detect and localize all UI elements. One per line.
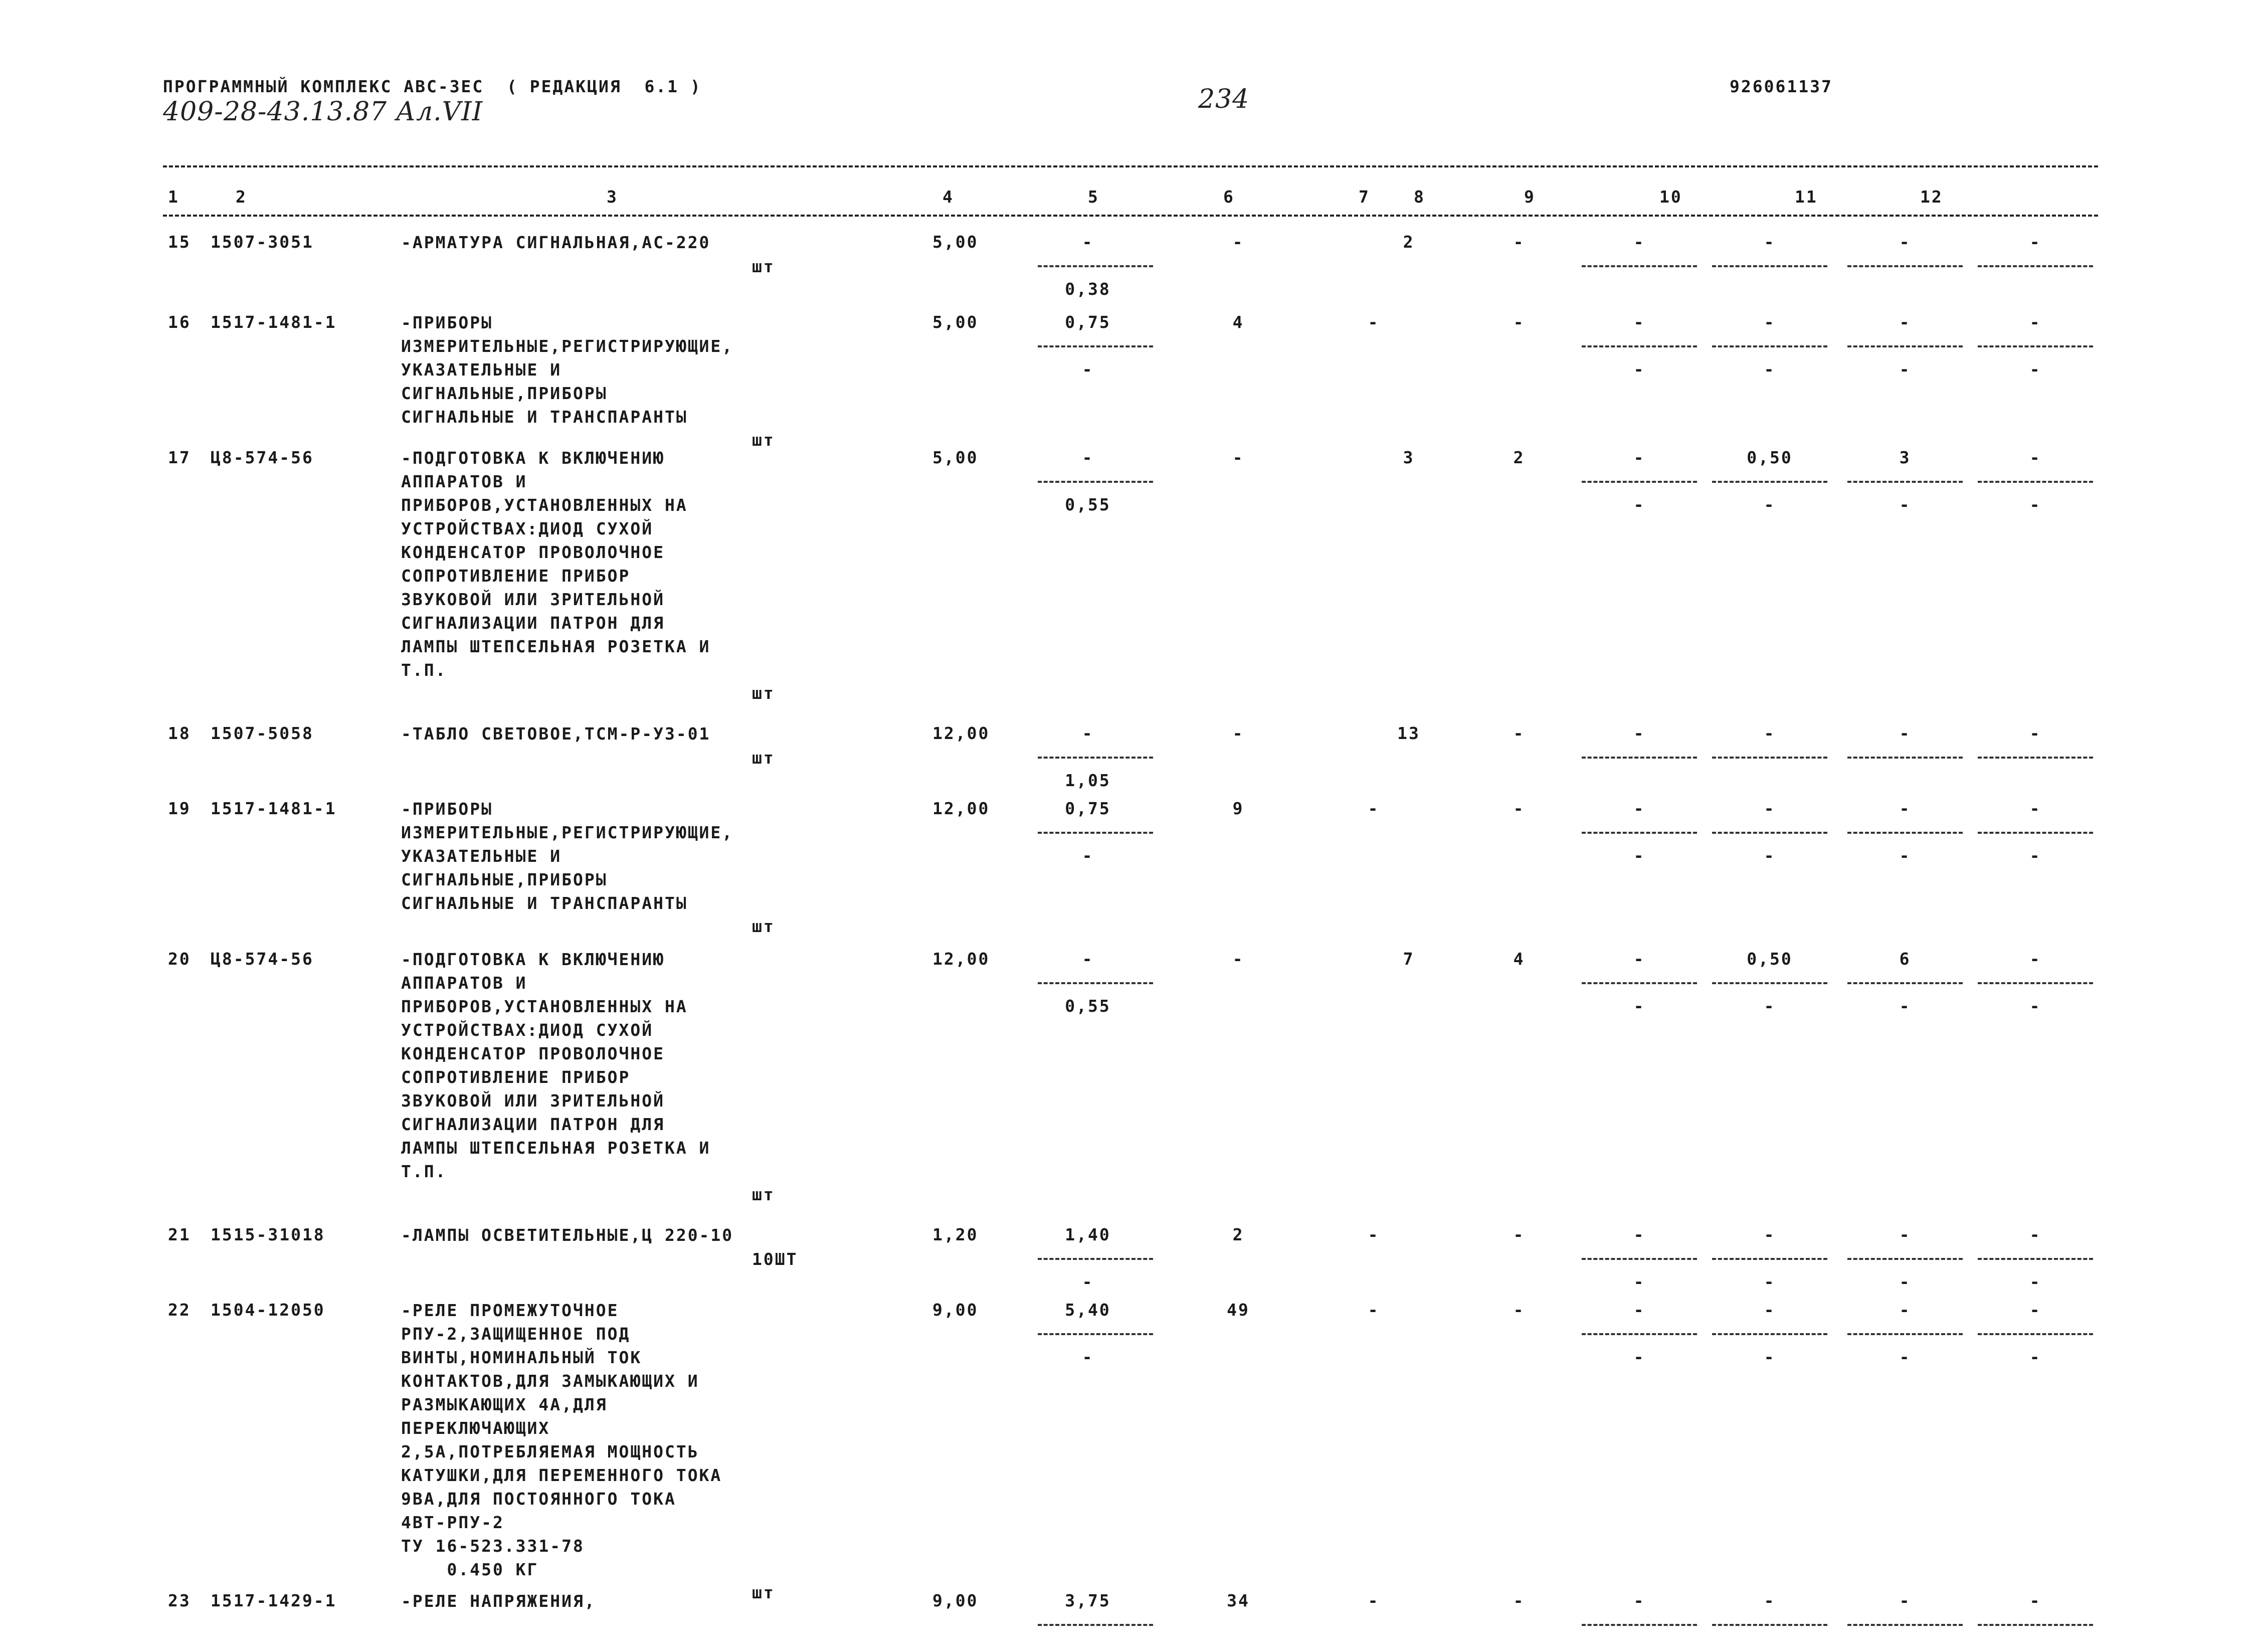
row-number: 22	[168, 1300, 191, 1320]
description-line: -АРМАТУРА СИГНАЛЬНАЯ,АС-220	[401, 233, 711, 252]
description-line: СИГНАЛЬНЫЕ И ТРАНСПАРАНТЫ	[401, 893, 688, 913]
c13-divider	[1978, 265, 2093, 267]
description-line: СОПРОТИВЛЕНИЕ ПРИБОР	[401, 1067, 631, 1087]
col7-value: -	[1368, 1300, 1380, 1320]
description-line: ЛАМПЫ ШТЕПСЕЛЬНАЯ РОЗЕТКА И	[401, 1138, 711, 1158]
row-description	[401, 446, 902, 682]
description-line: 2,5А,ПОТРЕБЛЯЕМАЯ МОЩНОСТЬ	[401, 1442, 699, 1461]
row-quantity: 9,00	[932, 1591, 979, 1610]
col9-value: -	[1513, 1300, 1525, 1320]
c11-value: -	[1764, 359, 1776, 379]
col5-divider	[1038, 265, 1153, 267]
c10-divider	[1582, 832, 1697, 834]
description-line: СИГНАЛИЗАЦИИ ПАТРОН ДЛЯ	[401, 613, 665, 633]
description-line: УСТРОЙСТВАХ:ДИОД СУХОЙ	[401, 1020, 654, 1040]
c12-divider	[1847, 982, 1963, 984]
c12-value: -	[1899, 359, 1911, 379]
c13-divider	[1978, 1624, 2093, 1626]
row-unit: шт	[752, 916, 775, 936]
row-description	[401, 1223, 902, 1247]
c11-value: -	[1764, 1300, 1776, 1320]
c10-divider	[1582, 757, 1697, 759]
col7-value: -	[1368, 799, 1380, 818]
description-line: ПРИБОРОВ,УСТАНОВЛЕННЫХ НА	[401, 495, 688, 515]
c13-value: -	[2029, 1591, 2041, 1610]
row-unit: шт	[752, 430, 775, 450]
c13-value: -	[2029, 359, 2041, 379]
row-description	[401, 311, 902, 429]
row-unit: шт	[752, 748, 775, 768]
c11-divider	[1712, 1333, 1827, 1335]
description-line: КАТУШКИ,ДЛЯ ПЕРЕМЕННОГО ТОКА	[401, 1465, 722, 1485]
c13-value: -	[2029, 846, 2041, 865]
row-code: 1507-3051	[211, 232, 314, 252]
row-code: Ц8-574-56	[211, 448, 314, 467]
c11-value: -	[1764, 495, 1776, 514]
description-line: -ПОДГОТОВКА К ВКЛЮЧЕНИЮ	[401, 950, 665, 969]
c11-divider	[1712, 832, 1827, 834]
description-line: Т.П.	[401, 1162, 447, 1181]
c10-value: -	[1633, 1272, 1645, 1292]
description-line: -ЛАМПЫ ОСВЕТИТЕЛЬНЫЕ,Ц 220-10	[401, 1225, 734, 1245]
col8-value: 2	[1403, 232, 1415, 252]
c13-value: -	[2029, 799, 2041, 818]
c12-value: -	[1899, 846, 1911, 865]
row-quantity: 5,00	[932, 448, 979, 467]
col8-value: 7	[1403, 949, 1415, 969]
column-header-9: 9	[1524, 187, 1536, 207]
col5-value: 0,55	[1065, 996, 1111, 1016]
c12-divider	[1847, 832, 1963, 834]
col5-value: -	[1082, 448, 1094, 467]
col9-value: -	[1513, 232, 1525, 252]
description-line: 4ВТ-РПУ-2	[401, 1513, 504, 1532]
row-code: 1507-5058	[211, 723, 314, 743]
c10-value: -	[1633, 799, 1645, 818]
c12-divider	[1847, 265, 1963, 267]
col6-value: 34	[1227, 1591, 1250, 1610]
description-line: УСТРОЙСТВАХ:ДИОД СУХОЙ	[401, 519, 654, 538]
col9-value: -	[1513, 1225, 1525, 1244]
col6-value: -	[1232, 949, 1244, 969]
header-rule	[163, 215, 2098, 217]
column-header-1: 1	[168, 187, 179, 207]
description-line: -ПОДГОТОВКА К ВКЛЮЧЕНИЮ	[401, 448, 665, 468]
c11-value: -	[1764, 996, 1776, 1016]
c11-value: -	[1764, 1347, 1776, 1367]
col5-value: -	[1082, 232, 1094, 252]
description-line: -ТАБЛО СВЕТОВОЕ,ТСМ-Р-У3-01	[401, 724, 711, 744]
c12-value: -	[1899, 1300, 1911, 1320]
description-line: АППАРАТОВ И	[401, 973, 527, 993]
row-code: Ц8-574-56	[211, 949, 314, 969]
c10-value: -	[1633, 495, 1645, 514]
description-line: РПУ-2,ЗАЩИЩЕННОЕ ПОД	[401, 1324, 631, 1344]
c11-value: -	[1764, 232, 1776, 252]
description-line: КОНДЕНСАТОР ПРОВОЛОЧНОЕ	[401, 542, 665, 562]
row-code: 1517-1429-1	[211, 1591, 337, 1610]
c10-value: -	[1633, 232, 1645, 252]
row-quantity: 12,00	[932, 949, 990, 969]
col5-divider	[1038, 481, 1153, 483]
description-line: СИГНАЛЬНЫЕ,ПРИБОРЫ	[401, 384, 608, 403]
row-number: 15	[168, 232, 191, 252]
c10-value: -	[1633, 723, 1645, 743]
description-line: УКАЗАТЕЛЬНЫЕ И	[401, 846, 562, 866]
c12-divider	[1847, 481, 1963, 483]
col9-value: -	[1513, 723, 1525, 743]
c11-value: -	[1764, 799, 1776, 818]
description-line: АППАРАТОВ И	[401, 472, 527, 491]
col9-value: 2	[1513, 448, 1525, 467]
document-number: 926061137	[1730, 77, 1833, 96]
c12-divider	[1847, 1258, 1963, 1260]
column-header-2: 2	[236, 187, 247, 207]
document-code: 409-28-43.13.87 Ал.VII	[163, 97, 483, 127]
row-description	[401, 1299, 902, 1581]
row-number: 16	[168, 312, 191, 332]
row-description	[401, 231, 902, 254]
c12-value: 3	[1899, 448, 1911, 467]
col5-value: 0,75	[1065, 799, 1111, 818]
description-line: -ПРИБОРЫ	[401, 313, 493, 332]
c11-divider	[1712, 481, 1827, 483]
page-number: 234	[1198, 84, 1250, 114]
c10-value: -	[1633, 448, 1645, 467]
c12-divider	[1847, 1624, 1963, 1626]
row-unit: 10ШТ	[752, 1249, 798, 1269]
description-line: КОНДЕНСАТОР ПРОВОЛОЧНОЕ	[401, 1044, 665, 1063]
description-line: СИГНАЛИЗАЦИИ ПАТРОН ДЛЯ	[401, 1115, 665, 1134]
col5-divider	[1038, 757, 1153, 759]
row-number: 18	[168, 723, 191, 743]
c10-divider	[1582, 982, 1697, 984]
row-number: 21	[168, 1225, 191, 1244]
c10-value: -	[1633, 1225, 1645, 1244]
description-line: -РЕЛЕ НАПРЯЖЕНИЯ,	[401, 1591, 596, 1611]
column-header-6: 6	[1223, 187, 1235, 207]
c10-divider	[1582, 345, 1697, 347]
col6-value: 49	[1227, 1300, 1250, 1320]
c12-value: -	[1899, 1591, 1911, 1610]
c12-divider	[1847, 757, 1963, 759]
c13-divider	[1978, 345, 2093, 347]
column-header-3: 3	[607, 187, 618, 207]
c10-value: -	[1633, 1591, 1645, 1610]
row-unit: шт	[752, 257, 775, 276]
row-description	[401, 1589, 902, 1613]
col5-value: -	[1082, 1347, 1094, 1367]
col6-value: 4	[1232, 312, 1244, 332]
description-line: СИГНАЛЬНЫЕ И ТРАНСПАРАНТЫ	[401, 407, 688, 427]
column-header-11: 11	[1795, 187, 1818, 207]
column-header-8: 8	[1414, 187, 1425, 207]
row-unit: шт	[752, 683, 775, 703]
c10-value: -	[1633, 312, 1645, 332]
row-quantity: 1,20	[932, 1225, 979, 1244]
column-header-4: 4	[942, 187, 954, 207]
description-line: ПРИБОРОВ,УСТАНОВЛЕННЫХ НА	[401, 997, 688, 1016]
col5-value: 0,55	[1065, 495, 1111, 514]
description-line: Т.П.	[401, 660, 447, 680]
col5-value: 3,75	[1065, 1591, 1111, 1610]
c11-value: -	[1764, 312, 1776, 332]
col5-value: -	[1082, 723, 1094, 743]
c13-value: -	[2029, 1300, 2041, 1320]
c10-divider	[1582, 265, 1697, 267]
description-line: ЗВУКОВОЙ ИЛИ ЗРИТЕЛЬНОЙ	[401, 1091, 665, 1111]
col5-divider	[1038, 832, 1153, 834]
c12-value: -	[1899, 996, 1911, 1016]
description-line: -ПРИБОРЫ	[401, 799, 493, 819]
row-unit: шт	[752, 1583, 775, 1602]
col6-value: -	[1232, 232, 1244, 252]
c12-value: -	[1899, 312, 1911, 332]
c11-value: 0,50	[1747, 949, 1793, 969]
column-header-10: 10	[1659, 187, 1682, 207]
c10-divider	[1582, 481, 1697, 483]
col5-divider	[1038, 1258, 1153, 1260]
description-line: ТУ 16-523.331-78	[401, 1536, 585, 1556]
c11-value: -	[1764, 846, 1776, 865]
col8-value: 13	[1397, 723, 1420, 743]
c13-value: -	[2029, 723, 2041, 743]
col6-value: -	[1232, 723, 1244, 743]
col6-value: -	[1232, 448, 1244, 467]
description-line: 0.450 КГ	[401, 1560, 539, 1579]
description-line: ПЕРЕКЛЮЧАЮЩИХ	[401, 1418, 550, 1438]
row-number: 20	[168, 949, 191, 969]
c13-value: -	[2029, 495, 2041, 514]
c12-value: -	[1899, 799, 1911, 818]
c11-value: -	[1764, 723, 1776, 743]
c11-divider	[1712, 757, 1827, 759]
col9-value: 4	[1513, 949, 1525, 969]
c11-value: 0,50	[1747, 448, 1793, 467]
col8-value: 3	[1403, 448, 1415, 467]
c11-divider	[1712, 265, 1827, 267]
c13-divider	[1978, 832, 2093, 834]
row-code: 1517-1481-1	[211, 312, 337, 332]
description-line: УКАЗАТЕЛЬНЫЕ И	[401, 360, 562, 380]
description-line: СИГНАЛЬНЫЕ,ПРИБОРЫ	[401, 870, 608, 889]
c13-value: -	[2029, 1347, 2041, 1367]
c11-value: -	[1764, 1591, 1776, 1610]
row-description	[401, 797, 902, 915]
col5-value: -	[1082, 359, 1094, 379]
col5-value: 1,05	[1065, 771, 1111, 790]
c13-value: -	[2029, 949, 2041, 969]
c12-divider	[1847, 1333, 1963, 1335]
c11-divider	[1712, 1258, 1827, 1260]
description-line: ИЗМЕРИТЕЛЬНЫЕ,РЕГИСТРИРУЮЩИЕ,	[401, 336, 734, 356]
c12-value: -	[1899, 723, 1911, 743]
c12-value: -	[1899, 1225, 1911, 1244]
c10-divider	[1582, 1333, 1697, 1335]
row-number: 19	[168, 799, 191, 818]
c13-value: -	[2029, 1272, 2041, 1292]
c12-divider	[1847, 345, 1963, 347]
c13-divider	[1978, 1333, 2093, 1335]
col5-value: -	[1082, 949, 1094, 969]
col5-divider	[1038, 1624, 1153, 1626]
col7-value: -	[1368, 1225, 1380, 1244]
c13-divider	[1978, 1258, 2093, 1260]
description-line: СОПРОТИВЛЕНИЕ ПРИБОР	[401, 566, 631, 586]
c13-divider	[1978, 757, 2093, 759]
col7-value: -	[1368, 1591, 1380, 1610]
description-line: РАЗМЫКАЮЩИХ 4А,ДЛЯ	[401, 1395, 608, 1414]
c10-value: -	[1633, 359, 1645, 379]
c13-value: -	[2029, 232, 2041, 252]
c10-value: -	[1633, 1347, 1645, 1367]
col5-value: 0,38	[1065, 279, 1111, 299]
row-code: 1504-12050	[211, 1300, 325, 1320]
c13-value: -	[2029, 1225, 2041, 1244]
c10-value: -	[1633, 846, 1645, 865]
col5-value: 5,40	[1065, 1300, 1111, 1320]
c10-divider	[1582, 1258, 1697, 1260]
description-line: 9ВА,ДЛЯ ПОСТОЯННОГО ТОКА	[401, 1489, 676, 1509]
program-title: ПРОГРАММНЫЙ КОМПЛЕКС АВС-ЗЕС ( РЕДАКЦИЯ 6.1 )	[163, 77, 702, 96]
col9-value: -	[1513, 312, 1525, 332]
description-line: ЛАМПЫ ШТЕПСЕЛЬНАЯ РОЗЕТКА И	[401, 637, 711, 656]
c13-value: -	[2029, 312, 2041, 332]
c10-value: -	[1633, 949, 1645, 969]
c12-value: 6	[1899, 949, 1911, 969]
description-line: ЗВУКОВОЙ ИЛИ ЗРИТЕЛЬНОЙ	[401, 590, 665, 609]
c11-divider	[1712, 1624, 1827, 1626]
col5-value: 1,40	[1065, 1225, 1111, 1244]
description-line: КОНТАКТОВ,ДЛЯ ЗАМЫКАЮЩИХ И	[401, 1371, 699, 1391]
row-quantity: 9,00	[932, 1300, 979, 1320]
c10-value: -	[1633, 996, 1645, 1016]
row-number: 23	[168, 1591, 191, 1610]
c12-value: -	[1899, 495, 1911, 514]
column-header-12: 12	[1920, 187, 1943, 207]
row-description	[401, 722, 902, 746]
col5-divider	[1038, 345, 1153, 347]
c13-value: -	[2029, 996, 2041, 1016]
column-header-5: 5	[1088, 187, 1099, 207]
row-code: 1515-31018	[211, 1225, 325, 1244]
description-line: -РЕЛЕ ПРОМЕЖУТОЧНОЕ	[401, 1301, 619, 1320]
c13-value: -	[2029, 448, 2041, 467]
col7-value: -	[1368, 312, 1380, 332]
row-quantity: 5,00	[932, 312, 979, 332]
row-quantity: 5,00	[932, 232, 979, 252]
c12-value: -	[1899, 1347, 1911, 1367]
c11-value: -	[1764, 1225, 1776, 1244]
col9-value: -	[1513, 1591, 1525, 1610]
c11-divider	[1712, 345, 1827, 347]
c12-value: -	[1899, 1272, 1911, 1292]
c13-divider	[1978, 982, 2093, 984]
col5-value: -	[1082, 846, 1094, 865]
c11-value: -	[1764, 1272, 1776, 1292]
col5-value: -	[1082, 1272, 1094, 1292]
c12-value: -	[1899, 232, 1911, 252]
row-number: 17	[168, 448, 191, 467]
description-line: ИЗМЕРИТЕЛЬНЫЕ,РЕГИСТРИРУЮЩИЕ,	[401, 823, 734, 842]
top-rule	[163, 165, 2098, 167]
row-unit: шт	[752, 1185, 775, 1204]
row-quantity: 12,00	[932, 799, 990, 818]
col5-value: 0,75	[1065, 312, 1111, 332]
description-line: ВИНТЫ,НОМИНАЛЬНЫЙ ТОК	[401, 1348, 642, 1367]
col5-divider	[1038, 1333, 1153, 1335]
row-quantity: 12,00	[932, 723, 990, 743]
c13-divider	[1978, 481, 2093, 483]
col6-value: 2	[1232, 1225, 1244, 1244]
c11-divider	[1712, 982, 1827, 984]
col6-value: 9	[1232, 799, 1244, 818]
col9-value: -	[1513, 799, 1525, 818]
col5-divider	[1038, 982, 1153, 984]
row-code: 1517-1481-1	[211, 799, 337, 818]
column-header-7: 7	[1359, 187, 1370, 207]
row-description	[401, 948, 902, 1183]
c10-divider	[1582, 1624, 1697, 1626]
c10-value: -	[1633, 1300, 1645, 1320]
